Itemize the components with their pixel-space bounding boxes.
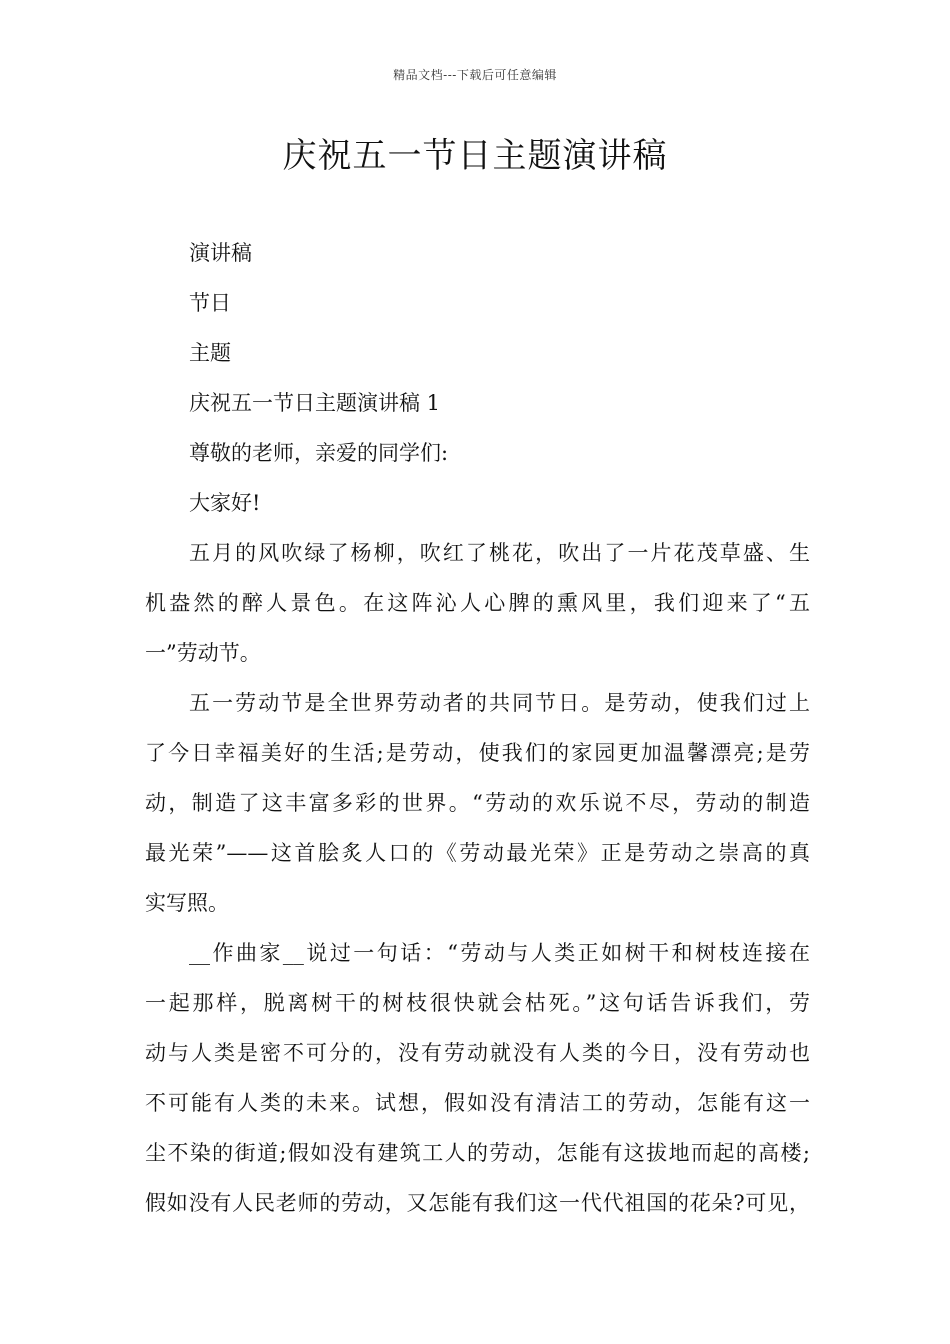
paragraph-line: __作曲家__说过一句话：“劳动与人类正如树干和树枝连接在	[189, 941, 810, 965]
paragraph-line: 最光荣”——这首脍炙人口的《劳动最光荣》正是劳动之崇高的真	[145, 841, 810, 865]
paragraph-line: 五一劳动节是全世界劳动者的共同节日。是劳动，使我们过上	[189, 691, 810, 715]
paragraph-line: 不可能有人类的未来。试想，假如没有清洁工的劳动，怎能有这一	[145, 1091, 810, 1115]
paragraph-line: 尘不染的街道;假如没有建筑工人的劳动，怎能有这拔地而起的高楼;	[145, 1141, 810, 1165]
section-heading: 庆祝五一节日主题演讲稿 1	[189, 391, 441, 415]
paragraph-line: 了今日幸福美好的生活;是劳动，使我们的家园更加温馨漂亮;是劳	[145, 741, 810, 765]
keyword-line: 演讲稿	[189, 241, 252, 265]
paragraph-line: 一起那样，脱离树干的树枝很快就会枯死。”这句话告诉我们，劳	[145, 991, 810, 1015]
paragraph-line: 假如没有人民老师的劳动，又怎能有我们这一代代祖国的花朵?可见，	[145, 1191, 810, 1215]
document-title: 庆祝五一节日主题演讲稿	[282, 136, 668, 176]
paragraph-line: 一”劳动节。	[145, 641, 261, 665]
header-note: 精品文档---下载后可任意编辑	[393, 68, 557, 82]
paragraph-line: 实写照。	[145, 891, 229, 915]
greeting: 大家好!	[189, 491, 261, 515]
salutation: 尊敬的老师，亲爱的同学们:	[189, 441, 449, 465]
paragraph-line: 动，制造了这丰富多彩的世界。“劳动的欢乐说不尽，劳动的制造	[145, 791, 810, 815]
paragraph-line: 机盎然的醉人景色。在这阵沁人心脾的熏风里，我们迎来了“五	[145, 591, 810, 615]
keyword-line: 主题	[189, 341, 231, 365]
paragraph-line: 动与人类是密不可分的，没有劳动就没有人类的今日，没有劳动也	[145, 1041, 810, 1065]
keyword-line: 节日	[189, 291, 231, 315]
paragraph-line: 五月的风吹绿了杨柳，吹红了桃花，吹出了一片花茂草盛、生	[189, 541, 810, 565]
document-body	[145, 228, 810, 1228]
